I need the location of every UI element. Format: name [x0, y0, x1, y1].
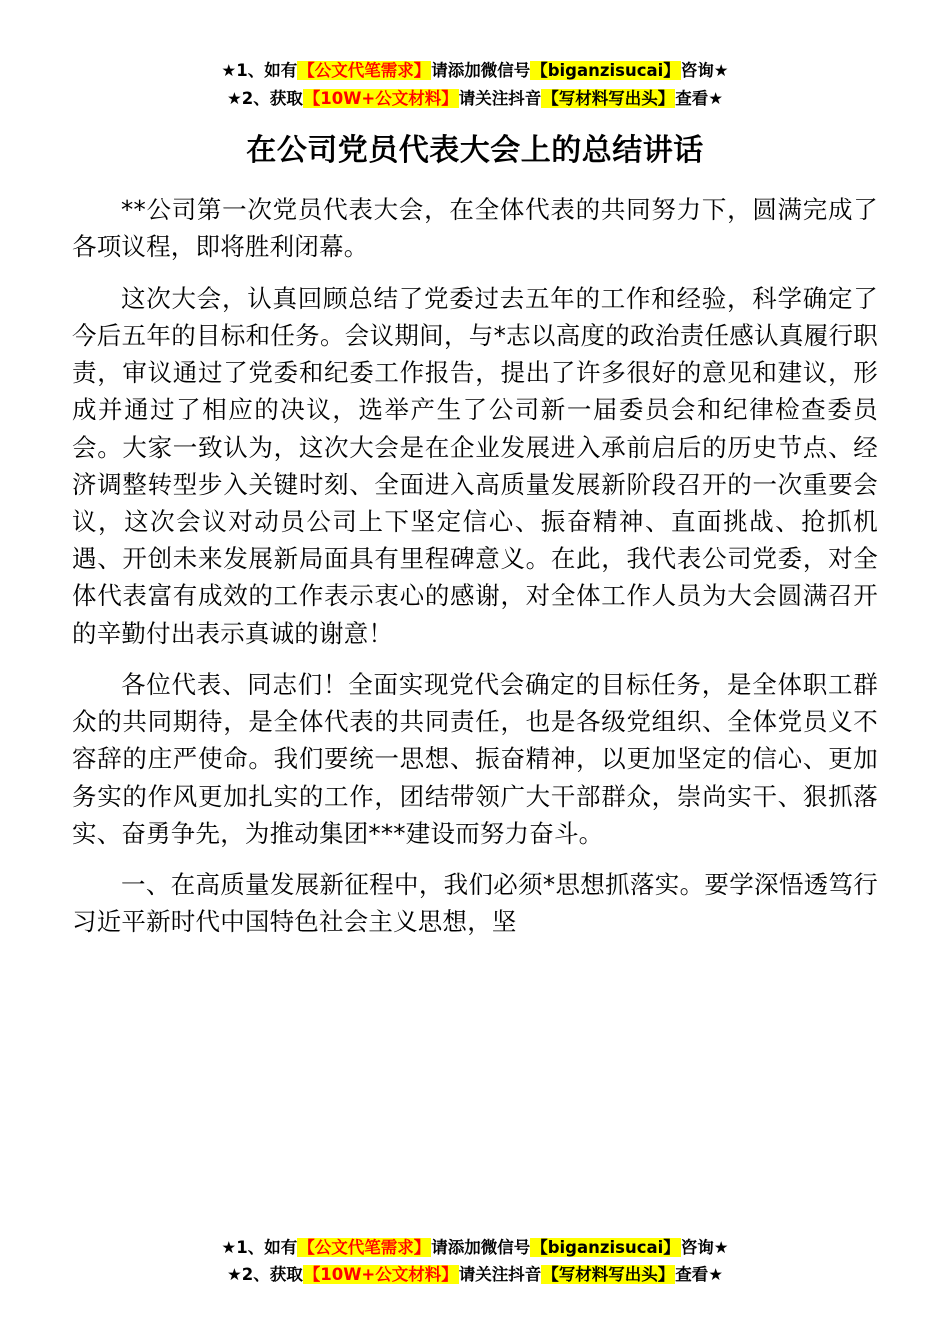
paragraph: 这次大会，认真回顾总结了党委过去五年的工作和经验，科学确定了今后五年的目标和任务。会议期间，与*志以高度的政治责任感认真履行职责，审议通过了党委和纪委工作报告，提出了许多很好的意见和建议，形成并通过了相应的决议，选举产生了公司新一届委员会和纪律检查委员会。大家一致认为，这次大会是在企业发展进入承前启后的历史节点、经济调整转型步入关键时刻、全面进入高质量发展新阶段召开的一次重要会议，这次会议对动员公司上下坚定信心、振奋精神、直面挑战、抢抓机遇、开创未来发展新局面具有里程碑意义。在此，我代表公司党委，对全体代表富有成效的工作表示衷心的感谢，对全体工作人员为大会圆满召开的辛勤付出表示真诚的谢意！ [72, 283, 878, 648]
banner-segment: 咨询★ [680, 1237, 729, 1257]
banner-segment: 请添加微信号 [431, 1237, 531, 1257]
paragraph: 各位代表、同志们！全面实现党代会确定的目标任务，是全体职工群众的共同期待，是全体代表的共同责任，也是各级党组织、全体党员义不容辞的庄严使命。我们要统一思想、振奋精神，以更加坚定的信心、更加务实的作风更加扎实的工作，团结带领广大干部群众，崇尚实干、狠抓落实、奋勇争先，为推动集团***建设而努力奋斗。 [72, 669, 878, 848]
banner-segment: 【写材料写出头】 [542, 88, 675, 108]
promo-banner-bottom-line-2 [72, 1262, 878, 1288]
banner-segment: 请关注抖音 [458, 1265, 542, 1285]
banner-segment: 【10W+公文材料】 [303, 88, 458, 108]
paragraph: **公司第一次党员代表大会，在全体代表的共同努力下，圆满完成了各项议程，即将胜利闭幕。 [72, 195, 878, 262]
promo-banner-bottom [72, 1235, 878, 1288]
banner-segment: 查看★ [675, 1265, 724, 1285]
banner-segment: 请关注抖音 [458, 88, 542, 108]
banner-segment: 【公文代笔需求】 [298, 1237, 431, 1257]
banner-segment: 查看★ [675, 88, 724, 108]
promo-banner-bottom-line-1 [72, 1235, 878, 1261]
banner-segment: ★2、获取 [226, 1265, 303, 1285]
banner-segment: 【biganzisucai】 [531, 61, 680, 80]
paragraph: 一、在高质量发展新征程中，我们必须*思想抓落实。要学深悟透笃行习近平新时代中国特色社会主义思想，坚 [72, 870, 878, 937]
banner-segment: 咨询★ [680, 61, 729, 80]
banner-segment: ★1、如有 [221, 1237, 298, 1257]
banner-segment: 【10W+公文材料】 [303, 1265, 458, 1285]
promo-banner-top-line-2 [72, 86, 878, 112]
banner-segment: ★1、如有 [221, 61, 298, 80]
banner-segment: 【公文代笔需求】 [298, 61, 431, 80]
promo-banner-top [72, 58, 878, 111]
promo-banner-top-line-1 [72, 58, 878, 84]
page-title: 在公司党员代表大会上的总结讲话 [246, 133, 704, 169]
banner-segment: ★2、获取 [226, 88, 303, 108]
document-body [72, 191, 878, 940]
banner-segment: 请添加微信号 [431, 61, 531, 80]
banner-segment: 【biganzisucai】 [531, 1237, 680, 1257]
banner-segment: 【写材料写出头】 [542, 1265, 675, 1285]
